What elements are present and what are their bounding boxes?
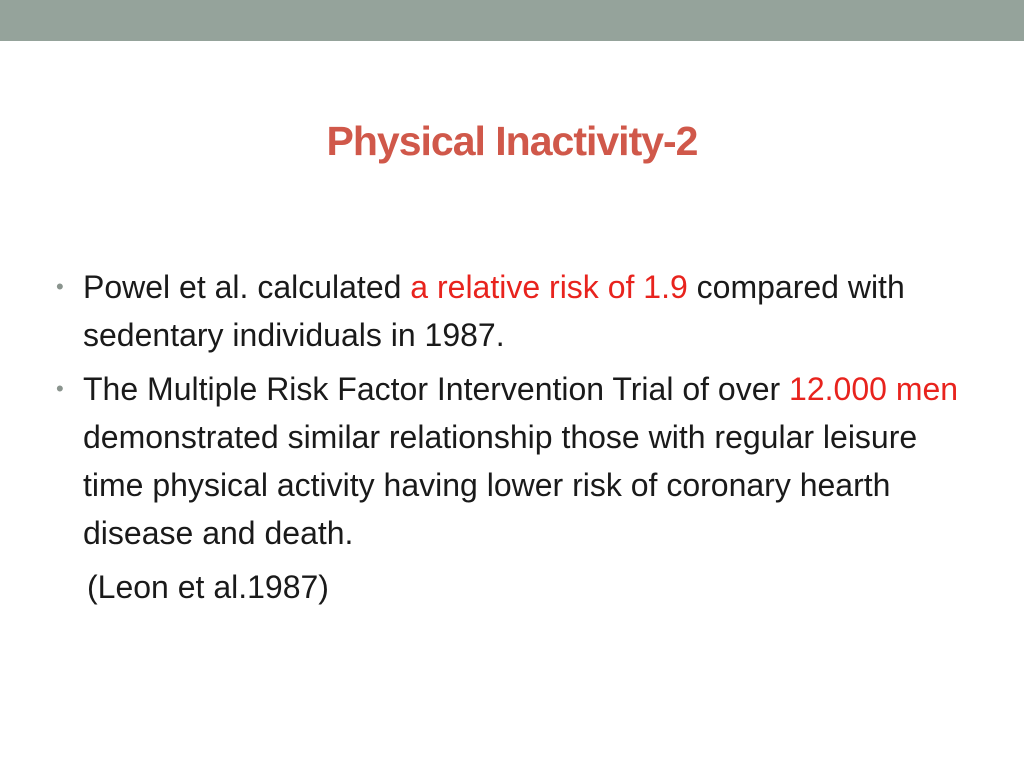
bullet-item <box>56 365 976 557</box>
slide-title: Physical Inactivity-2 <box>326 118 698 164</box>
highlighted-text: a relative risk of 1.9 <box>410 269 688 305</box>
bullet-icon: • <box>56 274 64 299</box>
bullet-text: The Multiple Risk Factor Intervention Trial of over <box>83 371 790 407</box>
top-accent-bar <box>0 0 1024 41</box>
bullet-text: compared with sedentary individuals in 1987. <box>83 269 905 353</box>
slide-body <box>56 263 976 611</box>
bullet-item <box>56 263 976 359</box>
bullet-text: Powel et al. calculated <box>83 269 411 305</box>
bullet-icon: • <box>56 376 64 401</box>
citation: (Leon et al.1987) <box>87 569 329 605</box>
highlighted-text: 12.000 men <box>789 371 959 407</box>
bullet-text: demonstrated similar relationship those with regular leisure time physical activity having lower risk of coronary hearth disease and death. <box>83 419 918 551</box>
